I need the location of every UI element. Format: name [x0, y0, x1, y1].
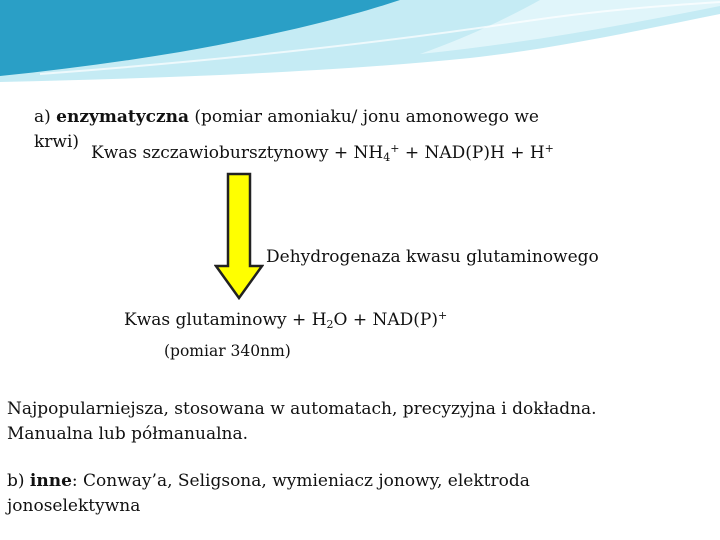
- measurement-note: (pomiar 340nm): [164, 342, 291, 360]
- products-text: Kwas glutaminowy + H: [124, 310, 327, 330]
- section-b-description-cont: jonoselektywna: [7, 496, 141, 516]
- down-arrow-icon: [214, 172, 264, 300]
- section-a-description: (pomiar amoniaku/ jonu amonowego we: [189, 107, 539, 127]
- reaction-products: [124, 309, 447, 331]
- reaction-substrates: [91, 142, 554, 164]
- summary-line-2: Manualna lub półmanualna.: [7, 424, 249, 444]
- nh4-subscript: 4: [383, 151, 391, 164]
- section-b-description: : Conway’a, Seligsona, wymieniacz jonowy, elektroda: [71, 471, 530, 491]
- header-wave-banner: [0, 0, 720, 90]
- section-b-prefix: b): [7, 471, 30, 491]
- summary-line-1: Najpopularniejsza, stosowana w automatach, precyzyjna i dokładna.: [7, 399, 597, 419]
- products-text-2: O + NAD(P): [333, 310, 439, 330]
- h2o-subscript: 2: [326, 318, 334, 331]
- section-a-heading: [34, 107, 539, 127]
- reaction-arrow-shape: [216, 174, 262, 298]
- section-a-title: enzymatyczna: [56, 107, 189, 127]
- section-a-prefix: a): [34, 107, 57, 127]
- h-superscript: +: [544, 142, 554, 155]
- section-a-description-cont: krwi): [34, 132, 80, 152]
- substrates-text: Kwas szczawiobursztynowy + NH: [91, 143, 384, 163]
- section-b-heading: [7, 471, 530, 491]
- nadp-superscript: +: [438, 309, 448, 322]
- nh4-superscript: +: [390, 142, 400, 155]
- section-b-title: inne: [29, 471, 72, 491]
- enzyme-name: Dehydrogenaza kwasu glutaminowego: [266, 247, 599, 267]
- substrates-text-2: + NAD(P)H + H: [399, 143, 545, 163]
